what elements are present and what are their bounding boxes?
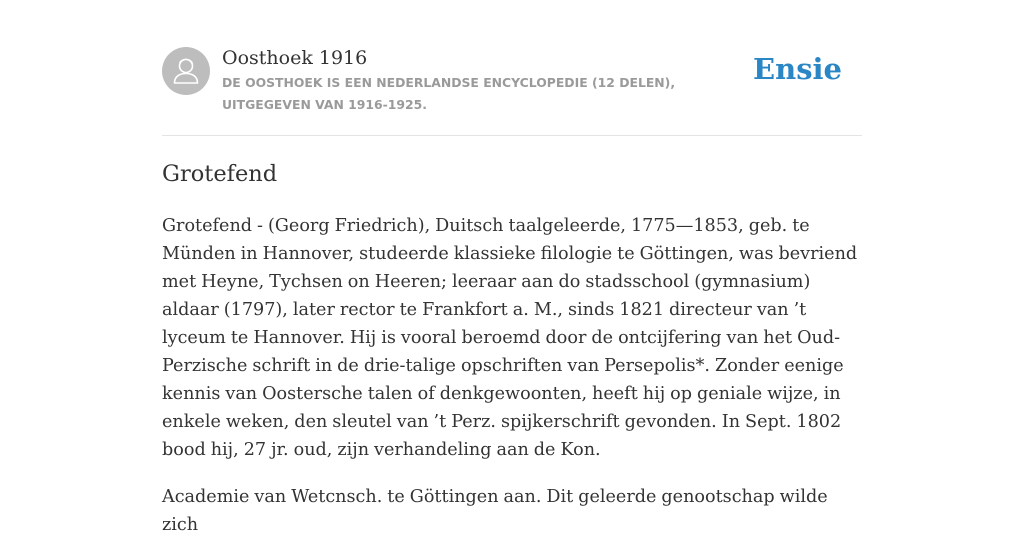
entry-paragraph: Academie van Wetcnsch. te Göttingen aan. Dit geleerde genootschap wilde zich [162, 487, 828, 535]
header-divider [162, 135, 862, 136]
source-title[interactable]: Oosthoek 1916 [222, 47, 368, 69]
source-description: DE OOSTHOEK IS EEN NEDERLANDSE ENCYCLOPEDIE (12 DELEN), UITGEGEVEN VAN 1916-1925. [222, 75, 676, 112]
entry-title: Grotefend [162, 161, 278, 187]
avatar[interactable] [162, 47, 210, 95]
brand-logo[interactable]: Ensie [753, 52, 842, 86]
entry-body [162, 212, 862, 558]
source-header [162, 46, 862, 136]
user-icon [162, 47, 210, 95]
entry-paragraph: Grotefend - (Georg Friedrich), Duitsch taalgeleerde, 1775—1853, geb. te Münden in Hannover, studeerde klassieke filologie te Göttingen, was bevriend met Heyne, Tychsen on Heeren; leeraar aan do stadsschool (gymnasium) aldaar (1797), later rector te Frankfort a. M., sinds 1821 directeur van ’t lyceum te Hannover. Hij is vooral beroemd door de ontcijfering van het Oud-Perzische schrift in de drie-talige opschriften van Persepolis*. Zonder eenige kennis van Oostersche talen of denkgewoonten, heeft hij op geniale wijze, in enkele weken, den sleutel van ’t Perz. spijkerschrift gevonden. In Sept. 1802 bood hij, 27 jr. oud, zijn verhandeling aan de Kon. [162, 216, 858, 460]
